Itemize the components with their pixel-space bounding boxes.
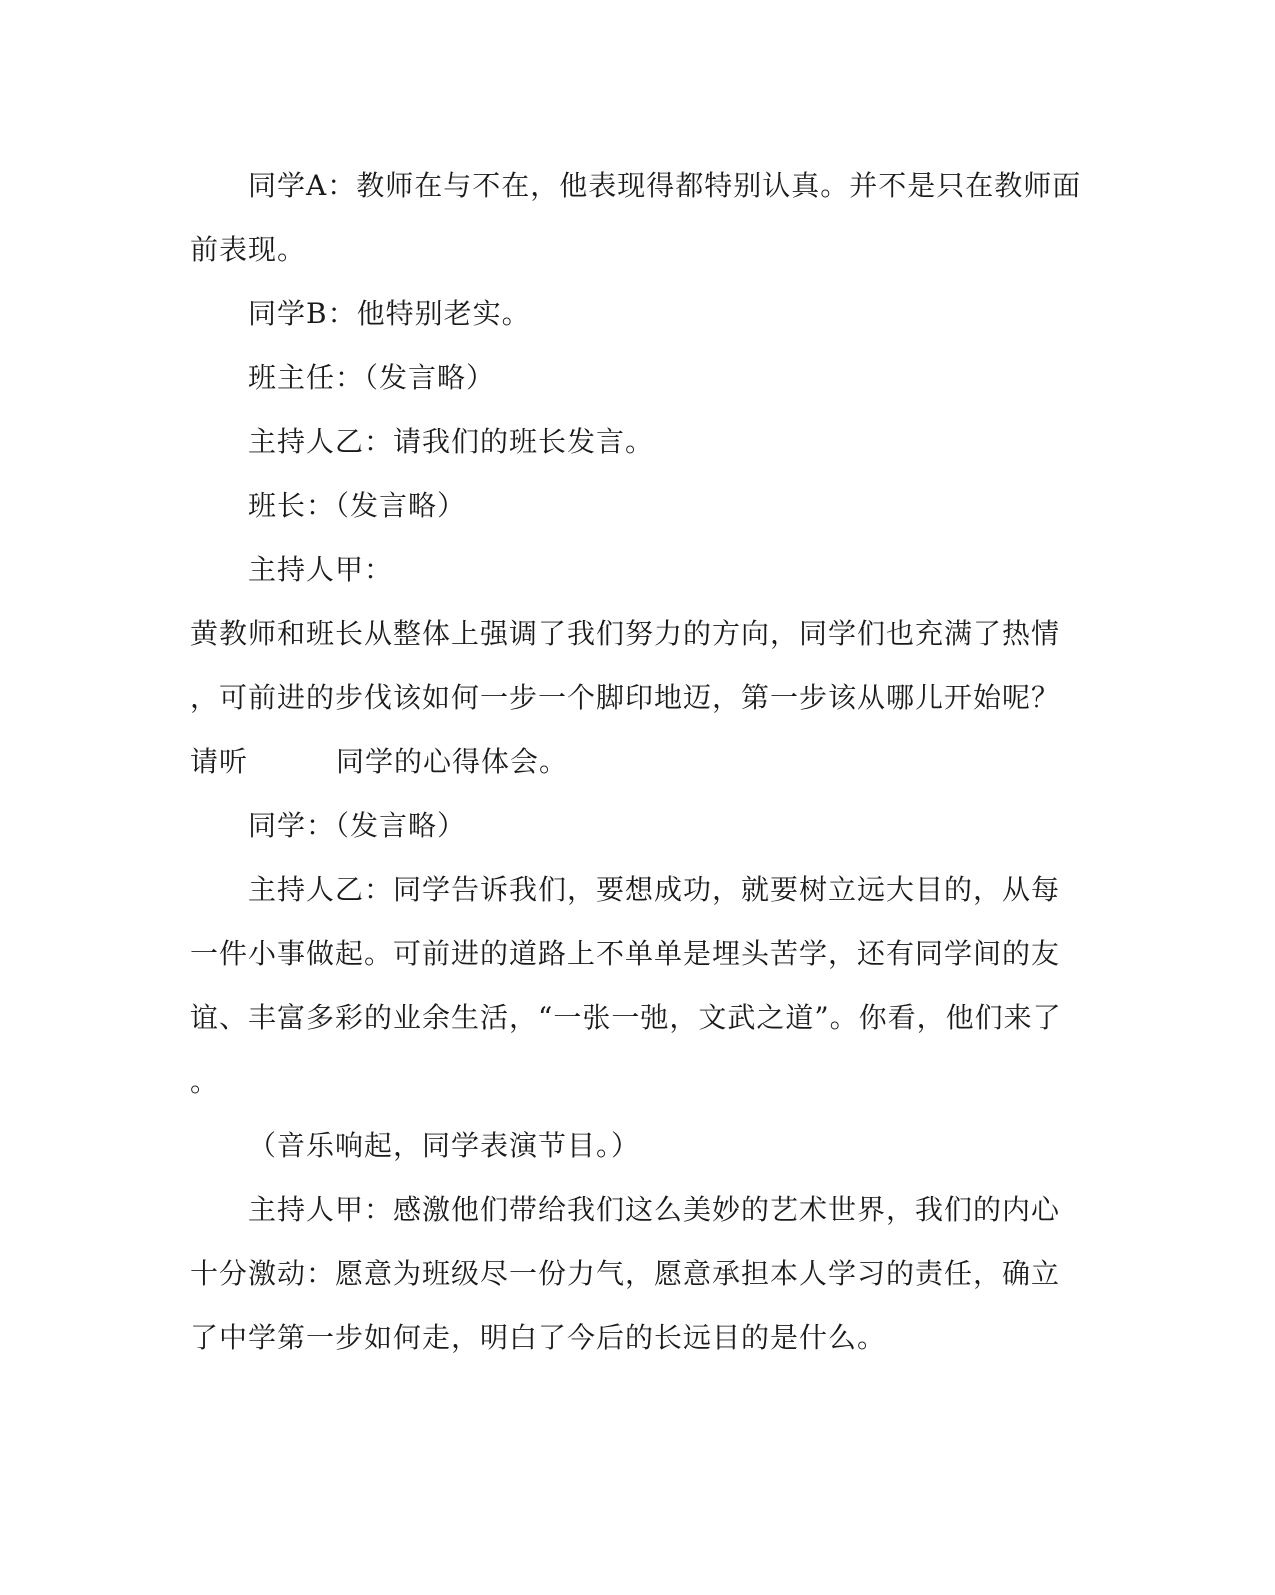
- listen-suffix: 同学的心得体会。: [336, 745, 569, 778]
- para-host-a-thanks-line-3: 了中学第一步如何走，明白了今后的长远目的是什么。: [190, 1321, 887, 1354]
- para-host-a-line-2: ，可前进的步伐该如何一步一个脚印地迈，第一步该从哪儿开始呢？: [190, 681, 1061, 714]
- listen-prefix: 请听: [190, 745, 249, 778]
- para-host-a-thanks-line-1: 主持人甲：感激他们带给我们这么美妙的艺术世界，我们的内心: [248, 1193, 1061, 1226]
- para-head-teacher: 班主任：（发言略）: [248, 361, 496, 394]
- para-classmate-a-line-2: 前表现。: [190, 233, 307, 266]
- para-classmate-b: 同学B：他特别老实。: [248, 297, 531, 330]
- para-host-a-thanks-line-2: 十分激动：愿意为班级尽一份力气，愿意承担本人学习的责任，确立: [190, 1257, 1061, 1290]
- para-classmate-a-line-1: 同学A：教师在与不在，他表现得都特别认真。并不是只在教师面: [248, 169, 1082, 202]
- para-listen-line: [190, 742, 568, 782]
- para-monitor: 班长：（发言略）: [248, 489, 467, 522]
- para-host-b-line-2: 一件小事做起。可前进的道路上不单单是埋头苦学，还有同学间的友: [190, 937, 1061, 970]
- para-host-b-line-1: 主持人乙：同学告诉我们，要想成功，就要树立远大目的，从每: [248, 873, 1061, 906]
- para-classmate-speech: 同学：（发言略）: [248, 809, 467, 842]
- para-host-b-line-3: 谊、丰富多彩的业余生活，“一张一弛，文武之道”。你看，他们来了: [190, 1001, 1062, 1034]
- para-music-performance: （音乐响起，同学表演节目。）: [248, 1129, 641, 1162]
- para-host-a-label: 主持人甲：: [248, 553, 394, 586]
- para-host-b-line-4: 。: [190, 1065, 220, 1098]
- para-host-b-invite: 主持人乙：请我们的班长发言。: [248, 425, 655, 458]
- para-host-a-line-1: 黄教师和班长从整体上强调了我们努力的方向，同学们也充满了热情: [190, 617, 1061, 650]
